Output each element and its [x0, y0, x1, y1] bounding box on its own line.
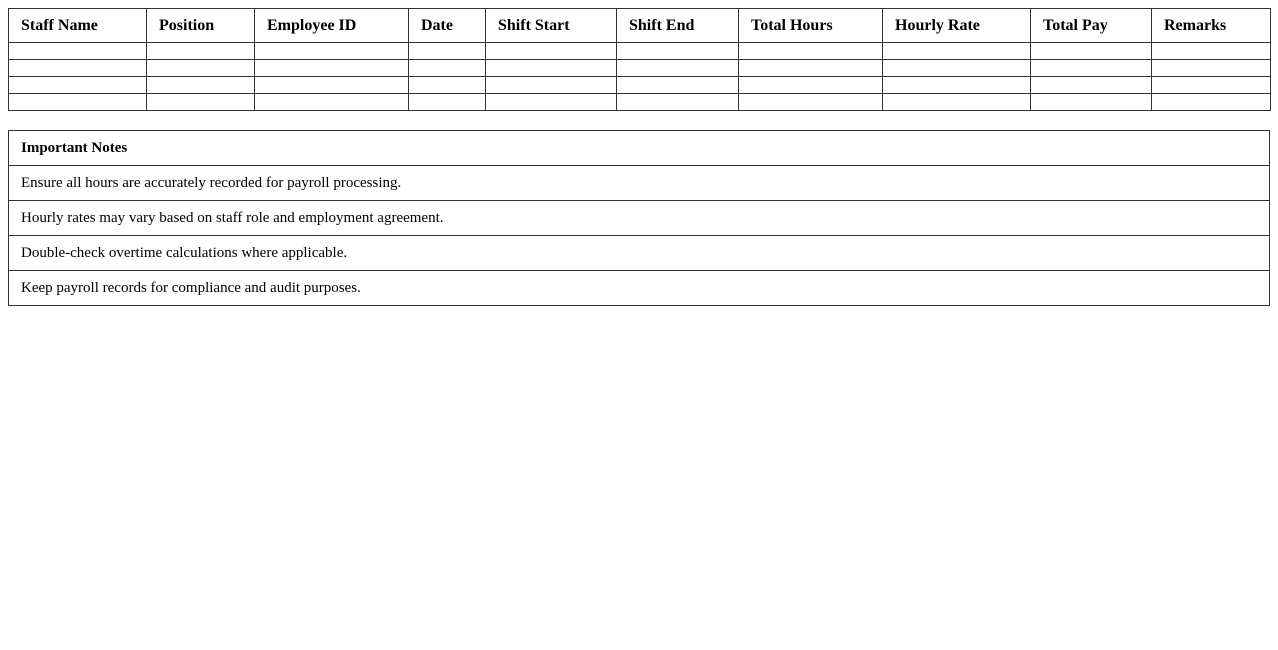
note-row [9, 271, 1270, 306]
column-header-staff-name: Staff Name [9, 9, 147, 43]
payroll-table [8, 8, 1271, 111]
table-cell[interactable] [409, 94, 486, 111]
table-cell[interactable] [486, 60, 617, 77]
note-row [9, 166, 1270, 201]
table-cell[interactable] [147, 94, 255, 111]
note-row [9, 201, 1270, 236]
column-header-remarks: Remarks [1152, 9, 1271, 43]
table-cell[interactable] [9, 94, 147, 111]
table-cell[interactable] [883, 94, 1031, 111]
table-cell[interactable] [617, 94, 739, 111]
table-cell[interactable] [147, 43, 255, 60]
column-header-date: Date [409, 9, 486, 43]
table-cell[interactable] [147, 60, 255, 77]
table-cell[interactable] [1031, 94, 1152, 111]
notes-title: Important Notes [9, 131, 1270, 166]
table-cell[interactable] [255, 60, 409, 77]
column-header-position: Position [147, 9, 255, 43]
note-item: Double-check overtime calculations where applicable. [9, 236, 1270, 271]
note-row [9, 236, 1270, 271]
table-cell[interactable] [255, 94, 409, 111]
column-header-hourly-rate: Hourly Rate [883, 9, 1031, 43]
table-cell[interactable] [739, 77, 883, 94]
important-notes-table [8, 130, 1270, 306]
table-cell[interactable] [9, 60, 147, 77]
table-cell[interactable] [1152, 60, 1271, 77]
table-cell[interactable] [9, 77, 147, 94]
table-cell[interactable] [409, 77, 486, 94]
column-header-shift-end: Shift End [617, 9, 739, 43]
note-item: Ensure all hours are accurately recorded for payroll processing. [9, 166, 1270, 201]
table-cell[interactable] [617, 43, 739, 60]
table-cell[interactable] [409, 60, 486, 77]
table-row [9, 60, 1271, 77]
page-content [8, 8, 1270, 306]
table-cell[interactable] [486, 43, 617, 60]
note-item: Hourly rates may vary based on staff role and employment agreement. [9, 201, 1270, 236]
table-cell[interactable] [617, 60, 739, 77]
table-cell[interactable] [883, 77, 1031, 94]
note-item: Keep payroll records for compliance and audit purposes. [9, 271, 1270, 306]
column-header-shift-start: Shift Start [486, 9, 617, 43]
table-cell[interactable] [486, 94, 617, 111]
table-cell[interactable] [9, 43, 147, 60]
table-cell[interactable] [1152, 77, 1271, 94]
table-row [9, 94, 1271, 111]
column-header-total-pay: Total Pay [1031, 9, 1152, 43]
table-cell[interactable] [1152, 94, 1271, 111]
table-cell[interactable] [1031, 77, 1152, 94]
column-header-employee-id: Employee ID [255, 9, 409, 43]
table-row [9, 43, 1271, 60]
table-cell[interactable] [1031, 60, 1152, 77]
table-cell[interactable] [409, 43, 486, 60]
payroll-header-row [9, 9, 1271, 43]
column-header-total-hours: Total Hours [739, 9, 883, 43]
table-cell[interactable] [883, 43, 1031, 60]
table-cell[interactable] [739, 43, 883, 60]
table-cell[interactable] [739, 94, 883, 111]
table-row [9, 77, 1271, 94]
table-cell[interactable] [739, 60, 883, 77]
table-cell[interactable] [883, 60, 1031, 77]
table-cell[interactable] [617, 77, 739, 94]
table-cell[interactable] [486, 77, 617, 94]
table-cell[interactable] [1152, 43, 1271, 60]
table-cell[interactable] [255, 77, 409, 94]
table-cell[interactable] [147, 77, 255, 94]
table-cell[interactable] [255, 43, 409, 60]
table-cell[interactable] [1031, 43, 1152, 60]
notes-header-row [9, 131, 1270, 166]
